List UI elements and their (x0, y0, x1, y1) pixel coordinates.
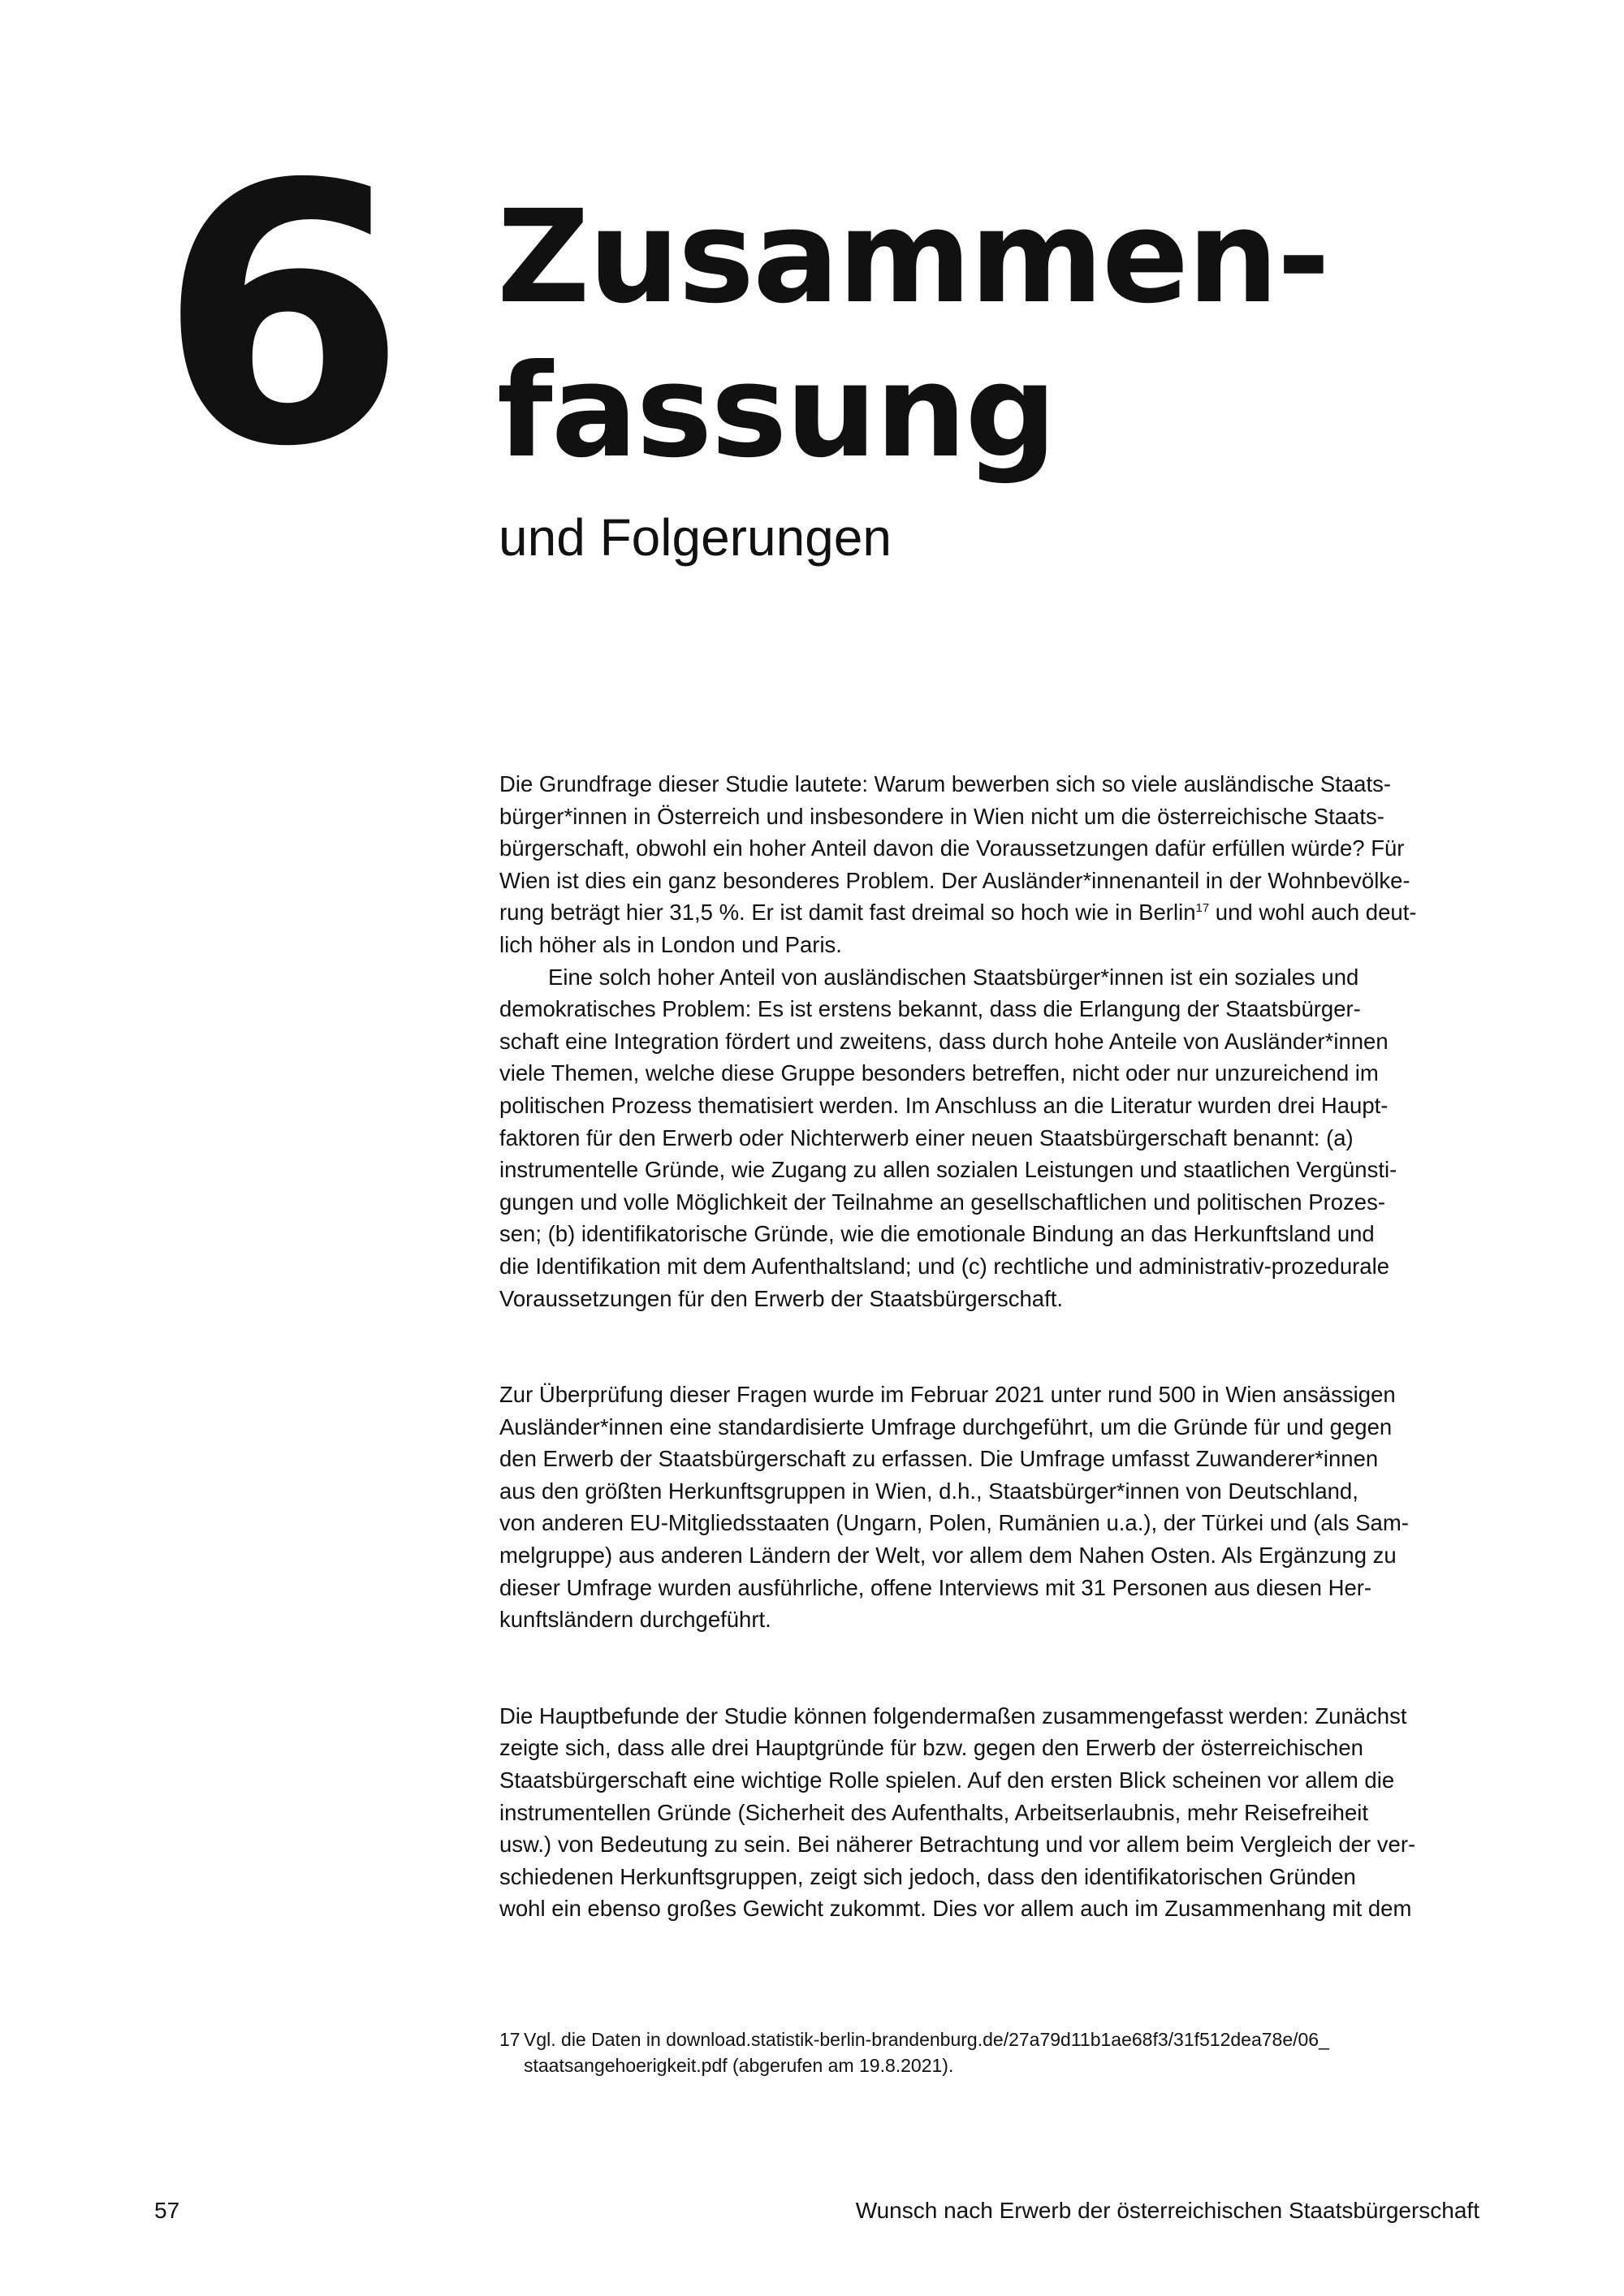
text-line (499, 1764, 1506, 1797)
text-line-content: schaft eine Integration fördert und zweitens, dass durch hohe Anteile von Ausländer*innen (499, 1028, 1389, 1054)
text-line (499, 865, 1506, 897)
text-line (499, 961, 1506, 994)
text-line (499, 1218, 1506, 1250)
paragraph (499, 1379, 1506, 1636)
text-line-content: gungen und volle Möglichkeit der Teilnahme an gesellschaftlichen und politischen Prozes- (499, 1189, 1385, 1215)
text-line-content: wohl ein ebenso großes Gewicht zukommt. Dies vor allem auch im Zusammenhang mit dem (499, 1896, 1412, 1922)
text-line (499, 1828, 1506, 1861)
text-line (499, 1475, 1506, 1508)
text-line-content: und wohl auch deut- (1209, 900, 1417, 926)
text-line-content: Voraussetzungen für den Erwerb der Staatsbürgerschaft. (499, 1285, 1064, 1311)
text-line-content: aus den größten Herkunftsgruppen in Wien, d.h., Staatsbürger*innen von Deutschland, (499, 1478, 1358, 1504)
text-line (499, 1603, 1506, 1636)
running-title: Wunsch nach Erwerb der österreichischen Staatsbürgerschaft (855, 2198, 1479, 2223)
text-line (499, 1892, 1506, 1925)
text-line-content: die Identifikation mit dem Aufenthaltsland; und (c) rechtliche und administrativ-prozedurale (499, 1253, 1389, 1279)
text-line (499, 1572, 1506, 1604)
text-line-content: viele Themen, welche diese Gruppe besonders betreffen, nicht oder nur unzureichend im (499, 1060, 1379, 1086)
text-line (499, 1443, 1506, 1475)
body-text (499, 768, 1506, 1989)
text-line (499, 801, 1506, 833)
chapter-subtitle: und Folgerungen (499, 508, 892, 567)
footnote (499, 2026, 1329, 2078)
text-line-content: zeigte sich, dass alle drei Hauptgründe für bzw. gegen den Erwerb der österreichischen (499, 1735, 1363, 1761)
text-line (499, 1250, 1506, 1283)
text-line-content: lich höher als in London und Paris. (499, 931, 842, 957)
text-line (499, 1379, 1506, 1411)
text-line-content: sen; (b) identifikatorische Gründe, wie die emotionale Bindung an das Herkunftsland und (499, 1221, 1375, 1247)
text-line-content: faktoren für den Erwerb oder Nichterwerb einer neuen Staatsbürgerschaft benannt: (a) (499, 1124, 1354, 1150)
text-line-content: dieser Umfrage wurden ausführliche, offene Interviews mit 31 Personen aus diesen Her- (499, 1574, 1372, 1600)
text-line (499, 1797, 1506, 1829)
text-line (499, 1057, 1506, 1090)
text-line-content: kunftsländern durchgeführt. (499, 1607, 771, 1633)
text-line (499, 929, 1506, 961)
text-line-content: Staatsbürgerschaft eine wichtige Rolle spielen. Auf den ersten Blick scheinen vor allem die (499, 1767, 1395, 1793)
text-line (499, 1411, 1506, 1444)
text-line-content: usw.) von Bedeutung zu sein. Bei näherer Betrachtung und vor allem beim Vergleich der ver- (499, 1832, 1416, 1858)
text-line (499, 832, 1506, 865)
text-line (499, 1154, 1506, 1186)
text-line-content: Zur Überprüfung dieser Fragen wurde im Februar 2021 unter rund 500 in Wien ansässigen (499, 1382, 1396, 1408)
chapter-number: 6 (158, 109, 400, 524)
text-line-content: von anderen EU-Mitgliedsstaaten (Ungarn, Polen, Rumänien u.a.), der Türkei und (als Sam- (499, 1510, 1409, 1536)
text-line (499, 1090, 1506, 1122)
text-line-content: Die Hauptbefunde der Studie können folgendermaßen zusammengefasst werden: Zunächst (499, 1703, 1407, 1728)
footnote-reference[interactable]: 17 (1195, 901, 1210, 916)
text-line-content: Die Grundfrage dieser Studie lautete: Warum bewerben sich so viele ausländische Staats- (499, 771, 1392, 796)
text-line (499, 768, 1506, 801)
text-line-content: instrumentellen Gründe (Sicherheit des Aufenthalts, Arbeitserlaubnis, mehr Reisefreiheit (499, 1799, 1369, 1825)
paragraph (499, 768, 1506, 961)
text-line-content: Wien ist dies ein ganz besonderes Problem. Der Ausländer*innenanteil in der Wohnbevölke- (499, 867, 1410, 893)
text-line-content: politischen Prozess thematisiert werden. Im Anschluss an die Literatur wurden drei Haupt- (499, 1092, 1389, 1118)
footnote-text-continued: staatsangehoerigkeit.pdf (abgerufen am 19.8.2021). (524, 2055, 954, 2076)
paragraph (499, 961, 1506, 1315)
text-line (499, 993, 1506, 1025)
text-line-content: rung beträgt hier 31,5 %. Er ist damit fast dreimal so hoch wie in Berlin (499, 900, 1196, 926)
footnote-text: Vgl. die Daten in download.statistik-berlin-brandenburg.de/27a79d11b1ae68f3/31f512dea78e/06_ (524, 2029, 1329, 2050)
paragraph (499, 1700, 1506, 1925)
text-line (499, 1507, 1506, 1539)
text-line (499, 1732, 1506, 1764)
footnote-number: 17 (499, 2029, 520, 2050)
page-number: 57 (154, 2198, 180, 2223)
text-line-content: Ausländer*innen eine standardisierte Umfrage durchgeführt, um die Gründe für und gegen (499, 1413, 1393, 1439)
chapter-title (497, 180, 1328, 489)
text-line-content: den Erwerb der Staatsbürgerschaft zu erfassen. Die Umfrage umfasst Zuwanderer*innen (499, 1446, 1379, 1472)
text-line (499, 1186, 1506, 1219)
text-line (499, 1283, 1506, 1315)
text-line (499, 1025, 1506, 1058)
text-line (499, 1861, 1506, 1893)
text-line (499, 1539, 1506, 1572)
text-line-content: melgruppe) aus anderen Ländern der Welt, vor allem dem Nahen Osten. Als Ergänzung zu (499, 1543, 1397, 1569)
text-line-content: bürgerschaft, obwohl ein hoher Anteil davon die Voraussetzungen dafür erfüllen würde? Für (499, 835, 1405, 861)
text-line (499, 896, 1506, 929)
text-line-content: demokratisches Problem: Es ist erstens bekannt, dass die Erlangung der Staatsbürger- (499, 996, 1361, 1022)
text-line-content: bürger*innen in Österreich und insbesondere in Wien nicht um die österreichische Staats- (499, 803, 1384, 829)
text-line (499, 1700, 1506, 1733)
text-line (499, 1122, 1506, 1154)
chapter-title-line: fassung (497, 337, 1056, 486)
chapter-title-line: Zusammen- (497, 183, 1329, 332)
text-line-content: instrumentelle Gründe, wie Zugang zu allen sozialen Leistungen und staatlichen Vergünsti- (499, 1157, 1397, 1183)
text-line-content: Eine solch hoher Anteil von ausländischen Staatsbürger*innen ist ein soziales und (548, 964, 1359, 990)
text-line-content: schiedenen Herkunftsgruppen, zeigt sich jedoch, dass den identifikatorischen Gründen (499, 1863, 1356, 1889)
